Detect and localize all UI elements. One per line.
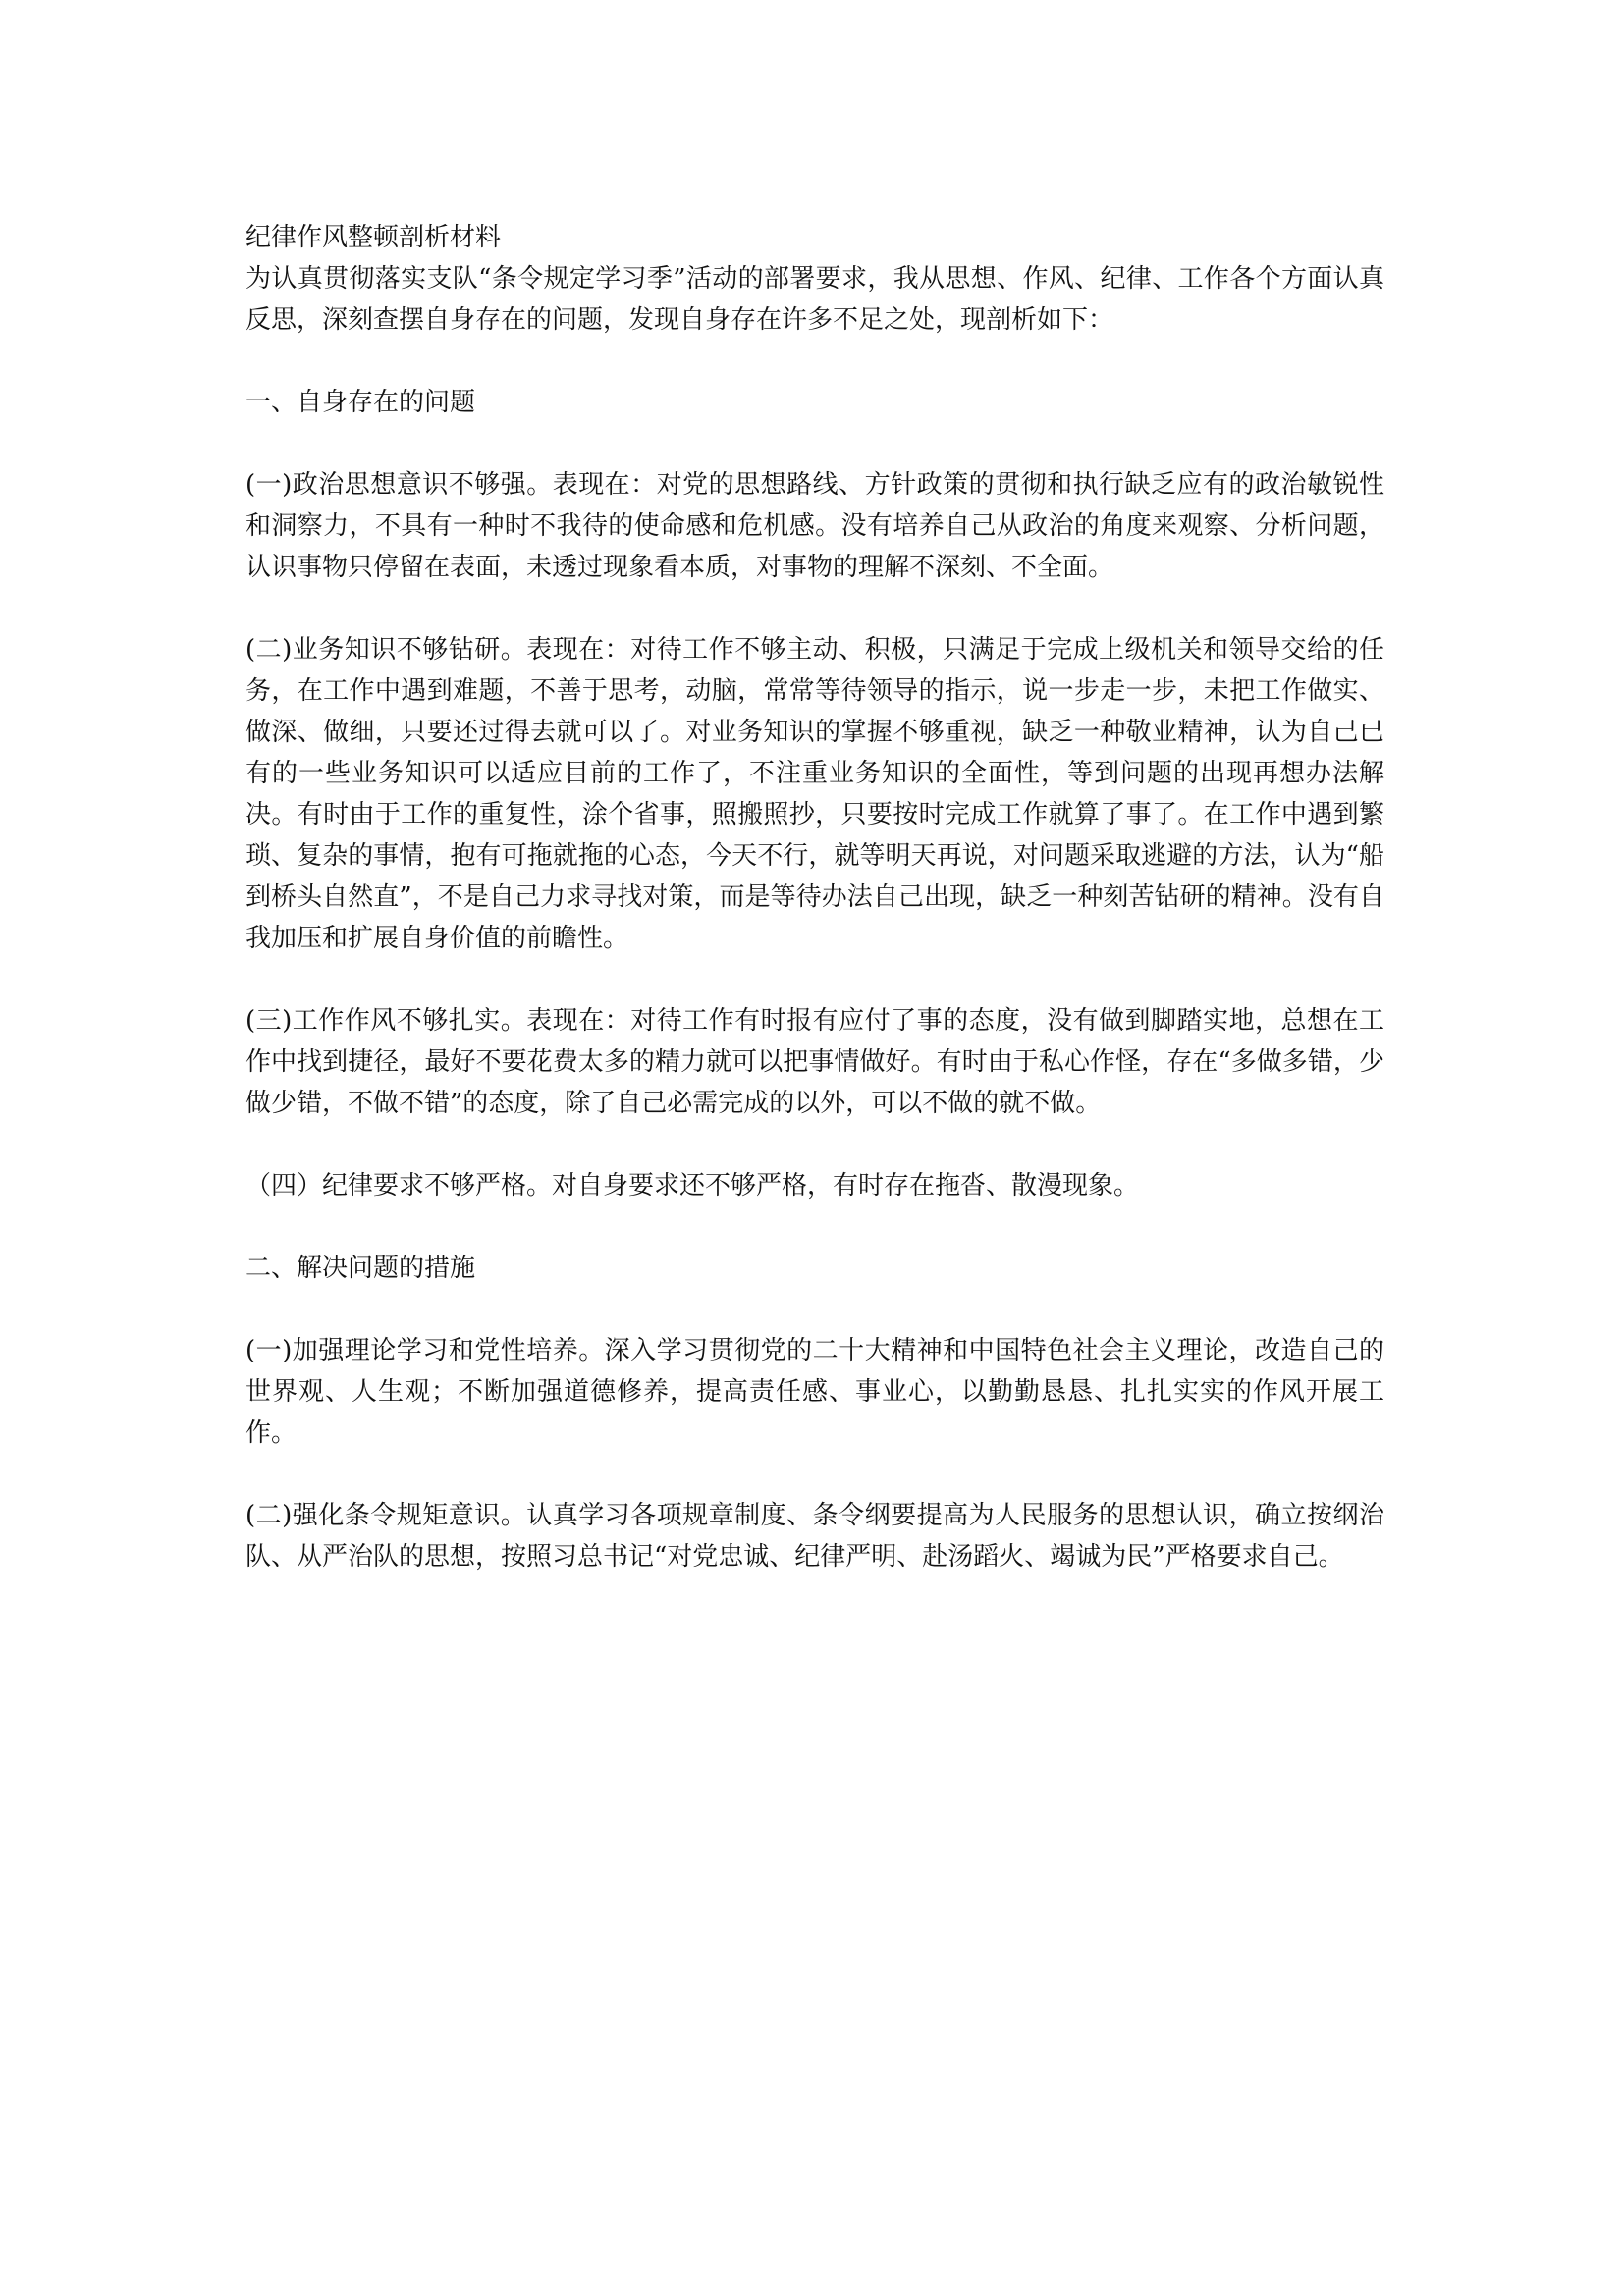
section-2-item-1: (一)加强理论学习和党性培养。深入学习贯彻党的二十大精神和中国特色社会主义理论，改造自己的世界观、人生观；不断加强道德修养，提高责任感、事业心，以勤勤恳恳、扎扎实实的作风开展工作。: [245, 1336, 1384, 1448]
document-title: 纪律作风整顿剖析材料: [245, 223, 502, 252]
section-1-item-4: （四）纪律要求不够严格。对自身要求还不够严格，有时存在拖沓、散漫现象。: [245, 1171, 1140, 1201]
section-1-item-2: (二)业务知识不够钻研。表现在：对待工作不够主动、积极，只满足于完成上级机关和领导交给的任务，在工作中遇到难题，不善于思考，动脑，常常等待领导的指示，说一步走一步，未把工作做实、做深、做细，只要还过得去就可以了。对业务知识的掌握不够重视，缺乏一种敬业精神，认为自己已有的一些业务知识可以适应目前的工作了，不注重业务知识的全面性，等到问题的出现再想办法解决。有时由于工作的重复性，涂个省事，照搬照抄，只要按时完成工作就算了事了。在工作中遇到繁琐、复杂的事情，抱有可拖就拖的心态，今天不行，就等明天再说，对问题采取逃避的方法，认为“船到桥头自然直”，不是自己力求寻找对策，而是等待办法自己出现，缺乏一种刻苦钻研的精神。没有自我加压和扩展自身价值的前瞻性。: [245, 635, 1384, 953]
intro-paragraph: 为认真贯彻落实支队“条令规定学习季”活动的部署要求，我从思想、作风、纪律、工作各个方面认真反思，深刻查摆自身存在的问题，发现自身存在许多不足之处，现剖析如下：: [245, 264, 1384, 335]
section-1-heading: 一、自身存在的问题: [245, 388, 476, 417]
document-body: [245, 217, 1384, 1577]
section-1-item-1: (一)政治思想意识不够强。表现在：对党的思想路线、方针政策的贯彻和执行缺乏应有的政治敏锐性和洞察力，不具有一种时不我待的使命感和危机感。没有培养自己从政治的角度来观察、分析问题，认识事物只停留在表面，未透过现象看本质，对事物的理解不深刻、不全面。: [245, 470, 1384, 582]
section-2-heading: 二、解决问题的措施: [245, 1254, 476, 1283]
section-1-item-3: (三)工作作风不够扎实。表现在：对待工作有时报有应付了事的态度，没有做到脚踏实地，总想在工作中找到捷径，最好不要花费太多的精力就可以把事情做好。有时由于私心作怪，存在“多做多错，少做少错，不做不错”的态度，除了自己必需完成的以外，可以不做的就不做。: [245, 1006, 1384, 1118]
section-2-item-2: (二)强化条令规矩意识。认真学习各项规章制度、条令纲要提高为人民服务的思想认识，确立按纲治队、从严治队的思想，按照习总书记“对党忠诚、纪律严明、赴汤蹈火、竭诚为民”严格要求自己。: [245, 1501, 1384, 1572]
